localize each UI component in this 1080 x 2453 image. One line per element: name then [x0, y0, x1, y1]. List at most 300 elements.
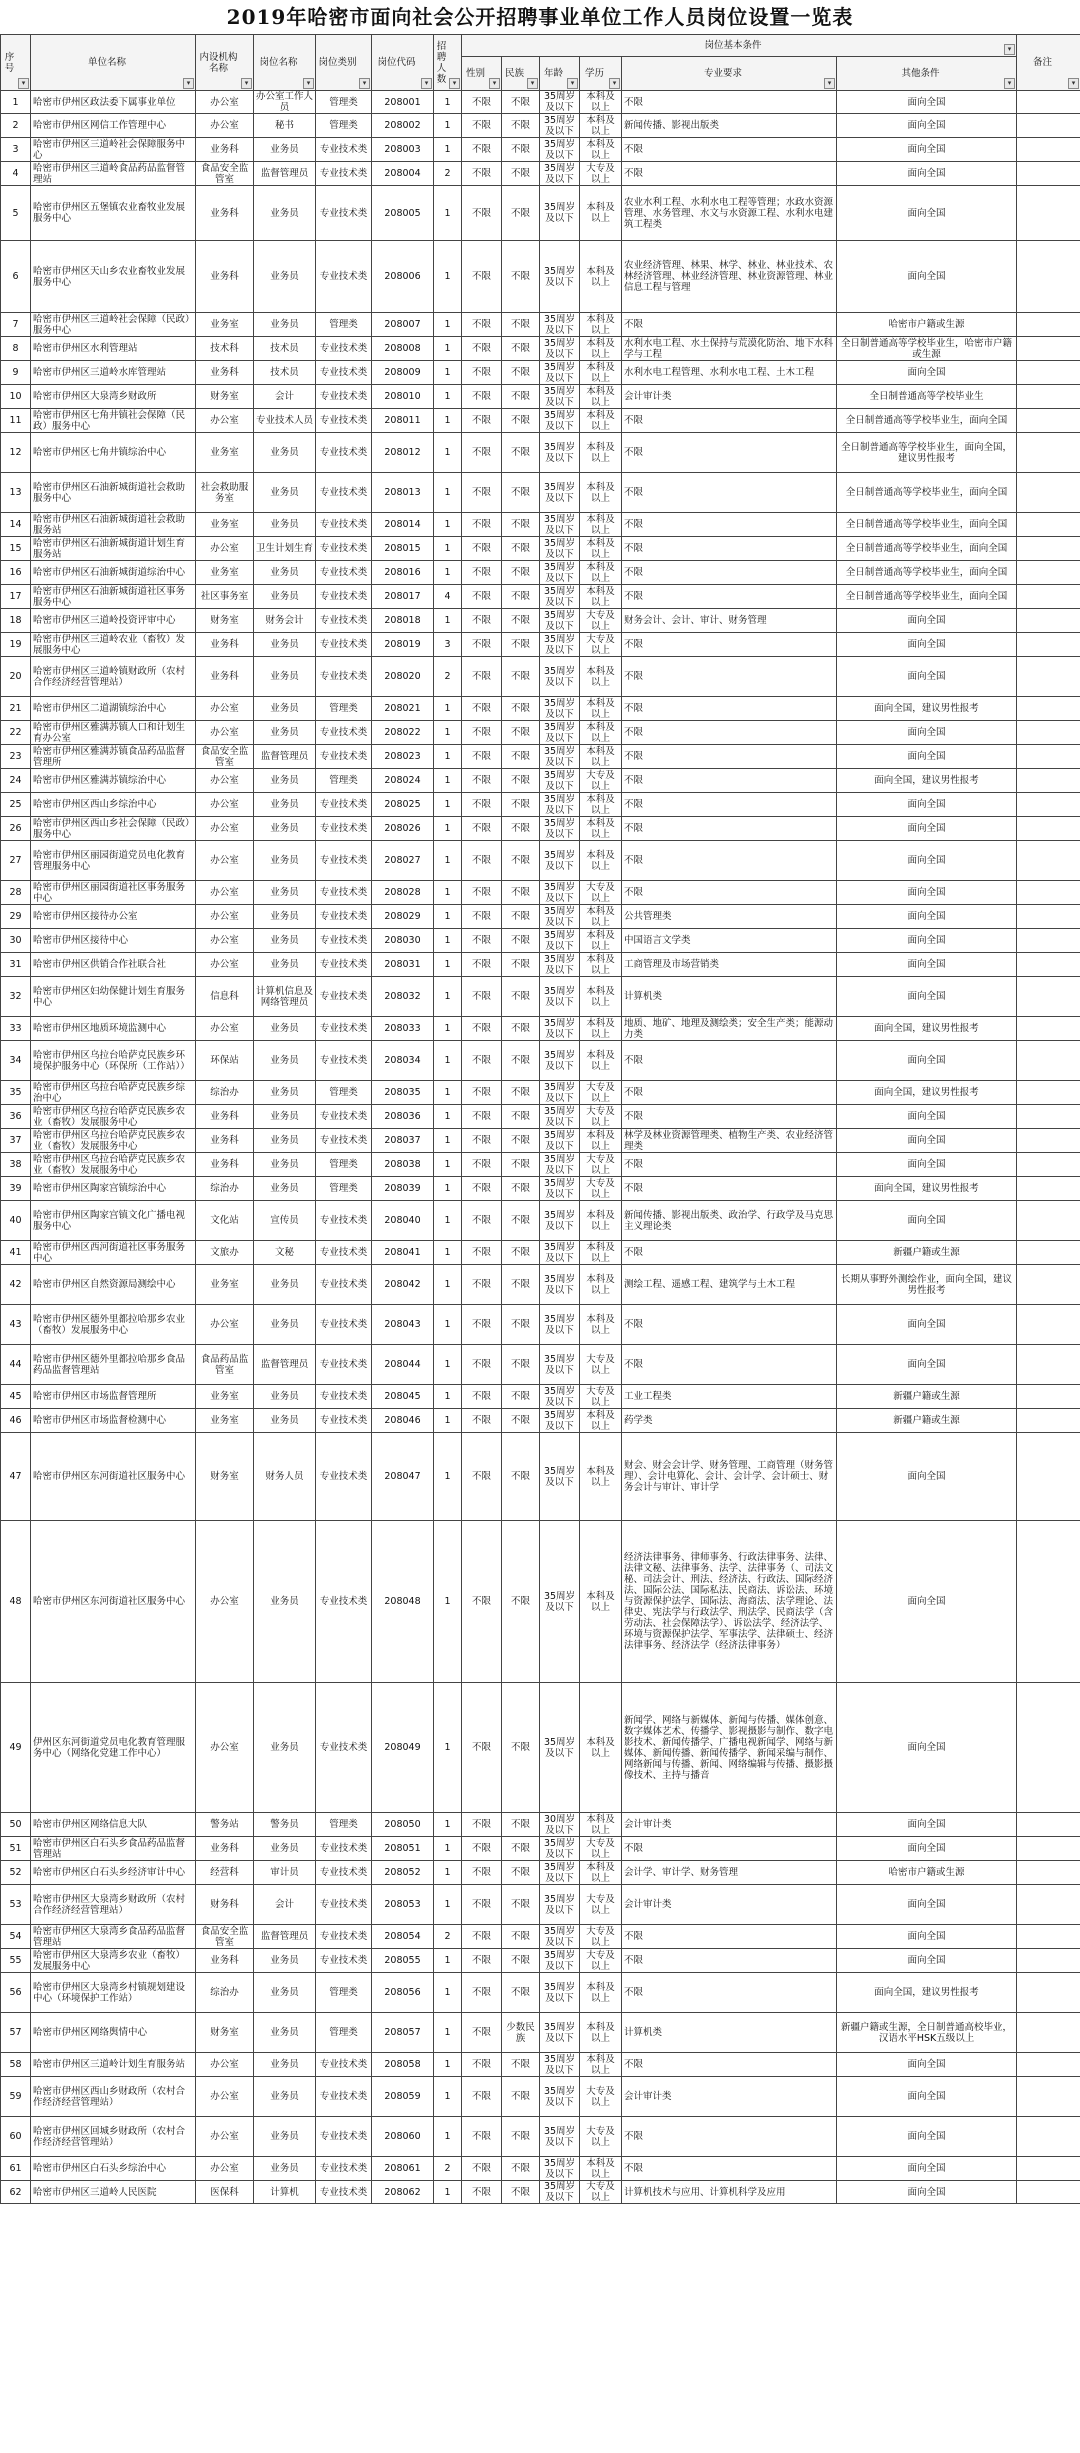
cell-remark — [1017, 793, 1080, 817]
cell-category: 管理类 — [316, 2013, 372, 2053]
cell-dept: 技术科 — [196, 337, 254, 361]
cell-unit: 哈密市伊州区地质环境监测中心 — [31, 1017, 196, 1041]
cell-post: 计算机信息及网络管理员 — [254, 977, 316, 1017]
cell-other: 面向全国 — [837, 1433, 1017, 1521]
cell-code: 208054 — [372, 1925, 434, 1949]
cell-seq: 13 — [1, 473, 31, 513]
cell-age: 35周岁及以下 — [540, 929, 580, 953]
cell-major: 经济法律事务、律师事务、行政法律事务、法律、法律文秘、法律事务、法学、法律事务（、司法文秘、司法会计、刑法、经济法、行政法、国际经济法、国际公法、国际私法、民商法、诉讼法、环境与资源保护法学、国际法、海商法、法学理论、法律史、宪法学与行政法学、刑法学、民商法学（含劳动法、社会保障法学）、诉讼法学、经济法学、环境与资源保护法学、军事法学、法律硕士、经济法律事务、经济法学（经济法律事务） — [622, 1521, 837, 1683]
cell-count: 1 — [434, 2013, 462, 2053]
cell-age: 35周岁及以下 — [540, 841, 580, 881]
cell-remark — [1017, 1305, 1080, 1345]
cell-category: 专业技术类 — [316, 905, 372, 929]
cell-count: 1 — [434, 473, 462, 513]
filter-dropdown-icon[interactable]: ▾ — [359, 78, 370, 89]
cell-edu: 大专及以上 — [580, 1345, 622, 1385]
cell-seq: 43 — [1, 1305, 31, 1345]
cell-edu: 本科及以上 — [580, 313, 622, 337]
cell-age: 35周岁及以下 — [540, 633, 580, 657]
cell-remark — [1017, 1129, 1080, 1153]
cell-count: 1 — [434, 1385, 462, 1409]
cell-code: 208049 — [372, 1683, 434, 1813]
cell-count: 1 — [434, 537, 462, 561]
cell-ethnic: 不限 — [502, 1177, 540, 1201]
cell-unit: 哈密市伊州区大泉湾乡财政所 — [31, 385, 196, 409]
cell-major: 不限 — [622, 1105, 837, 1129]
cell-ethnic: 不限 — [502, 1385, 540, 1409]
cell-sex: 不限 — [462, 1177, 502, 1201]
cell-unit: 哈密市伊州区陶家宫镇综治中心 — [31, 1177, 196, 1201]
cell-seq: 24 — [1, 769, 31, 793]
cell-seq: 51 — [1, 1837, 31, 1861]
cell-ethnic: 不限 — [502, 905, 540, 929]
cell-sex: 不限 — [462, 561, 502, 585]
cell-seq: 23 — [1, 745, 31, 769]
cell-seq: 39 — [1, 1177, 31, 1201]
cell-dept: 财务室 — [196, 609, 254, 633]
cell-code: 208010 — [372, 385, 434, 409]
cell-edu: 本科及以上 — [580, 1973, 622, 2013]
cell-count: 1 — [434, 1305, 462, 1345]
cell-age: 35周岁及以下 — [540, 1081, 580, 1105]
cell-post: 卫生计划生育 — [254, 537, 316, 561]
table-row — [1, 609, 1080, 633]
cell-category: 专业技术类 — [316, 609, 372, 633]
cell-remark — [1017, 1153, 1080, 1177]
cell-sex: 不限 — [462, 1305, 502, 1345]
cell-dept: 文化站 — [196, 1201, 254, 1241]
cell-count: 2 — [434, 2157, 462, 2181]
cell-seq: 36 — [1, 1105, 31, 1129]
cell-major: 不限 — [622, 1345, 837, 1385]
cell-dept: 社区事务室 — [196, 585, 254, 609]
filter-dropdown-icon[interactable]: ▾ — [183, 78, 194, 89]
cell-count: 4 — [434, 585, 462, 609]
cell-major: 不限 — [622, 2053, 837, 2077]
cell-other: 面向全国 — [837, 817, 1017, 841]
cell-edu: 本科及以上 — [580, 537, 622, 561]
cell-dept: 办公室 — [196, 881, 254, 905]
cell-age: 35周岁及以下 — [540, 1153, 580, 1177]
cell-post: 业务员 — [254, 953, 316, 977]
table-row — [1, 769, 1080, 793]
cell-seq: 19 — [1, 633, 31, 657]
cell-age: 30周岁及以下 — [540, 1813, 580, 1837]
cell-age: 35周岁及以下 — [540, 2117, 580, 2157]
cell-category: 管理类 — [316, 1973, 372, 2013]
cell-ethnic: 不限 — [502, 1345, 540, 1385]
filter-dropdown-icon[interactable]: ▾ — [303, 78, 314, 89]
cell-post: 业务员 — [254, 817, 316, 841]
cell-count: 1 — [434, 1973, 462, 2013]
cell-major: 不限 — [622, 1041, 837, 1081]
cell-post: 业务员 — [254, 1305, 316, 1345]
cell-remark — [1017, 1265, 1080, 1305]
cell-code: 208061 — [372, 2157, 434, 2181]
cell-code: 208008 — [372, 337, 434, 361]
cell-ethnic: 不限 — [502, 1837, 540, 1861]
cell-dept: 办公室 — [196, 721, 254, 745]
cell-count: 1 — [434, 1017, 462, 1041]
cell-ethnic: 少数民族 — [502, 2013, 540, 2053]
cell-age: 35周岁及以下 — [540, 162, 580, 186]
cell-age: 35周岁及以下 — [540, 537, 580, 561]
cell-edu: 本科及以上 — [580, 241, 622, 313]
cell-edu: 大专及以上 — [580, 1925, 622, 1949]
cell-sex: 不限 — [462, 138, 502, 162]
cell-count: 1 — [434, 114, 462, 138]
cell-ethnic: 不限 — [502, 561, 540, 585]
table-row — [1, 1129, 1080, 1153]
cell-post: 宣传员 — [254, 1201, 316, 1241]
cell-dept: 办公室 — [196, 91, 254, 114]
cell-seq: 45 — [1, 1385, 31, 1409]
cell-post: 业务员 — [254, 769, 316, 793]
cell-seq: 9 — [1, 361, 31, 385]
table-row — [1, 633, 1080, 657]
cell-unit: 哈密市伊州区接待办公室 — [31, 905, 196, 929]
cell-category: 专业技术类 — [316, 2077, 372, 2117]
cell-seq: 32 — [1, 977, 31, 1017]
cell-code: 208020 — [372, 657, 434, 697]
cell-count: 1 — [434, 745, 462, 769]
cell-other: 面向全国 — [837, 1837, 1017, 1861]
cell-other: 新疆户籍或生源，全日制普通高校毕业，汉语水平HSK五级以上 — [837, 2013, 1017, 2053]
table-row — [1, 1265, 1080, 1305]
filter-dropdown-icon[interactable]: ▾ — [824, 78, 835, 89]
cell-major: 不限 — [622, 409, 837, 433]
cell-dept: 办公室 — [196, 1683, 254, 1813]
cell-count: 1 — [434, 2077, 462, 2117]
cell-major: 不限 — [622, 2157, 837, 2181]
cell-age: 35周岁及以下 — [540, 2077, 580, 2117]
cell-category: 专业技术类 — [316, 929, 372, 953]
cell-major: 不限 — [622, 1241, 837, 1265]
cell-major: 不限 — [622, 633, 837, 657]
cell-remark — [1017, 1201, 1080, 1241]
cell-post: 秘书 — [254, 114, 316, 138]
cell-sex: 不限 — [462, 953, 502, 977]
cell-other: 全日制普通高等学校毕业生，面向全国 — [837, 409, 1017, 433]
cell-seq: 44 — [1, 1345, 31, 1385]
filter-dropdown-icon[interactable]: ▾ — [489, 78, 500, 89]
cell-edu: 大专及以上 — [580, 2117, 622, 2157]
cell-remark — [1017, 1521, 1080, 1683]
cell-category: 专业技术类 — [316, 1949, 372, 1973]
cell-post: 专业技术人员 — [254, 409, 316, 433]
cell-post: 业务员 — [254, 186, 316, 241]
filter-dropdown-icon[interactable]: ▾ — [567, 78, 578, 89]
cell-post: 业务员 — [254, 1683, 316, 1813]
cell-seq: 55 — [1, 1949, 31, 1973]
table-row — [1, 2077, 1080, 2117]
cell-code: 208053 — [372, 1885, 434, 1925]
table-header — [1, 35, 1080, 91]
cell-seq: 49 — [1, 1683, 31, 1813]
col-sex: 性别 ▾ — [462, 57, 502, 91]
table-row — [1, 1409, 1080, 1433]
cell-dept: 办公室 — [196, 1521, 254, 1683]
filter-dropdown-icon[interactable]: ▾ — [449, 78, 460, 89]
cell-edu: 大专及以上 — [580, 633, 622, 657]
cell-remark — [1017, 1241, 1080, 1265]
cell-other: 面向全国 — [837, 1305, 1017, 1345]
cell-dept: 综治办 — [196, 1973, 254, 2013]
filter-dropdown-icon[interactable]: ▾ — [18, 78, 29, 89]
cell-edu: 本科及以上 — [580, 2157, 622, 2181]
cell-edu: 大专及以上 — [580, 609, 622, 633]
cell-unit: 哈密市伊州区西山乡社会保障（民政）服务中心 — [31, 817, 196, 841]
cell-category: 专业技术类 — [316, 1409, 372, 1433]
cell-code: 208045 — [372, 1385, 434, 1409]
cell-ethnic: 不限 — [502, 633, 540, 657]
cell-unit: 哈密市伊州区回城乡财政所（农村合作经济经营管理站） — [31, 2117, 196, 2157]
cell-edu: 本科及以上 — [580, 841, 622, 881]
cell-age: 35周岁及以下 — [540, 409, 580, 433]
cell-sex: 不限 — [462, 633, 502, 657]
cell-code: 208002 — [372, 114, 434, 138]
cell-other: 面向全国，建议男性报考 — [837, 769, 1017, 793]
table-row — [1, 409, 1080, 433]
cell-post: 业务员 — [254, 1837, 316, 1861]
cell-category: 专业技术类 — [316, 793, 372, 817]
cell-sex: 不限 — [462, 793, 502, 817]
cell-age: 35周岁及以下 — [540, 953, 580, 977]
cell-major: 不限 — [622, 769, 837, 793]
cell-other: 面向全国 — [837, 1949, 1017, 1973]
cell-sex: 不限 — [462, 1081, 502, 1105]
cell-edu: 本科及以上 — [580, 585, 622, 609]
cell-sex: 不限 — [462, 585, 502, 609]
cell-age: 35周岁及以下 — [540, 1925, 580, 1949]
cell-seq: 42 — [1, 1265, 31, 1305]
filter-dropdown-icon[interactable]: ▾ — [1004, 44, 1015, 55]
cell-dept: 医保科 — [196, 2181, 254, 2204]
cell-seq: 52 — [1, 1861, 31, 1885]
filter-dropdown-icon[interactable]: ▾ — [421, 78, 432, 89]
cell-sex: 不限 — [462, 114, 502, 138]
cell-count: 1 — [434, 721, 462, 745]
cell-remark — [1017, 1409, 1080, 1433]
cell-remark — [1017, 929, 1080, 953]
cell-major: 测绘工程、遥感工程、建筑学与土木工程 — [622, 1265, 837, 1305]
cell-major: 不限 — [622, 585, 837, 609]
cell-edu: 本科及以上 — [580, 1041, 622, 1081]
cell-remark — [1017, 881, 1080, 905]
cell-code: 208012 — [372, 433, 434, 473]
cell-other: 面向全国 — [837, 929, 1017, 953]
cell-count: 1 — [434, 409, 462, 433]
cell-age: 35周岁及以下 — [540, 1265, 580, 1305]
cell-age: 35周岁及以下 — [540, 1385, 580, 1409]
cell-count: 1 — [434, 1885, 462, 1925]
cell-ethnic: 不限 — [502, 2157, 540, 2181]
table-row — [1, 953, 1080, 977]
cell-major: 不限 — [622, 162, 837, 186]
filter-dropdown-icon[interactable]: ▾ — [1004, 78, 1015, 89]
cell-dept: 食品安全监管室 — [196, 1925, 254, 1949]
cell-seq: 15 — [1, 537, 31, 561]
cell-code: 208006 — [372, 241, 434, 313]
cell-dept: 环保站 — [196, 1041, 254, 1081]
cell-edu: 大专及以上 — [580, 1105, 622, 1129]
cell-category: 专业技术类 — [316, 1305, 372, 1345]
cell-sex: 不限 — [462, 473, 502, 513]
filter-dropdown-icon[interactable]: ▾ — [527, 78, 538, 89]
cell-edu: 本科及以上 — [580, 1305, 622, 1345]
cell-code: 208037 — [372, 1129, 434, 1153]
cell-post: 业务员 — [254, 633, 316, 657]
cell-remark — [1017, 609, 1080, 633]
cell-other: 面向全国 — [837, 841, 1017, 881]
cell-category: 专业技术类 — [316, 241, 372, 313]
cell-dept: 食品药品监管室 — [196, 1345, 254, 1385]
cell-major: 不限 — [622, 881, 837, 905]
cell-ethnic: 不限 — [502, 1201, 540, 1241]
cell-count: 1 — [434, 385, 462, 409]
filter-dropdown-icon[interactable]: ▾ — [1068, 78, 1079, 89]
filter-dropdown-icon[interactable]: ▾ — [241, 78, 252, 89]
cell-post: 计算机 — [254, 2181, 316, 2204]
cell-major: 不限 — [622, 745, 837, 769]
cell-sex: 不限 — [462, 1129, 502, 1153]
cell-count: 1 — [434, 1861, 462, 1885]
cell-edu: 本科及以上 — [580, 697, 622, 721]
cell-sex: 不限 — [462, 1041, 502, 1081]
filter-dropdown-icon[interactable]: ▾ — [609, 78, 620, 89]
cell-sex: 不限 — [462, 1241, 502, 1265]
cell-sex: 不限 — [462, 1385, 502, 1409]
col-basic-conditions: 岗位基本条件 ▾ — [462, 35, 1017, 57]
col-unit: 单位名称 ▾ — [31, 35, 196, 91]
cell-category: 专业技术类 — [316, 745, 372, 769]
cell-dept: 经营科 — [196, 1861, 254, 1885]
cell-remark — [1017, 1813, 1080, 1837]
cell-category: 专业技术类 — [316, 585, 372, 609]
cell-remark — [1017, 409, 1080, 433]
cell-edu: 本科及以上 — [580, 2013, 622, 2053]
cell-category: 专业技术类 — [316, 1385, 372, 1409]
cell-unit: 哈密市伊州区德外里都拉哈那乡食品药品监督管理站 — [31, 1345, 196, 1385]
table-row — [1, 721, 1080, 745]
cell-dept: 办公室 — [196, 114, 254, 138]
cell-edu: 本科及以上 — [580, 433, 622, 473]
cell-ethnic: 不限 — [502, 1409, 540, 1433]
cell-major: 会计审计类 — [622, 2077, 837, 2117]
cell-category: 管理类 — [316, 769, 372, 793]
cell-code: 208031 — [372, 953, 434, 977]
cell-dept: 办公室 — [196, 1017, 254, 1041]
cell-code: 208029 — [372, 905, 434, 929]
cell-remark — [1017, 1861, 1080, 1885]
cell-post: 业务员 — [254, 1177, 316, 1201]
cell-post: 业务员 — [254, 929, 316, 953]
cell-ethnic: 不限 — [502, 929, 540, 953]
cell-other: 面向全国 — [837, 2117, 1017, 2157]
table-row — [1, 817, 1080, 841]
cell-dept: 业务科 — [196, 657, 254, 697]
cell-sex: 不限 — [462, 241, 502, 313]
cell-unit: 哈密市伊州区五堡镇农业畜牧业发展服务中心 — [31, 186, 196, 241]
cell-unit: 哈密市伊州区七角井镇综治中心 — [31, 433, 196, 473]
cell-seq: 26 — [1, 817, 31, 841]
cell-remark — [1017, 697, 1080, 721]
cell-major: 不限 — [622, 313, 837, 337]
table-row — [1, 473, 1080, 513]
cell-unit: 哈密市伊州区德外里都拉哈那乡农业（畜牧）发展服务中心 — [31, 1305, 196, 1345]
cell-ethnic: 不限 — [502, 881, 540, 905]
cell-unit: 哈密市伊州区市场监督检测中心 — [31, 1409, 196, 1433]
cell-remark — [1017, 745, 1080, 769]
cell-ethnic: 不限 — [502, 1153, 540, 1177]
cell-edu: 本科及以上 — [580, 1433, 622, 1521]
cell-age: 35周岁及以下 — [540, 313, 580, 337]
cell-major: 计算机类 — [622, 977, 837, 1017]
cell-major: 地质、地矿、地理及测绘类；安全生产类；能源动力类 — [622, 1017, 837, 1041]
cell-major: 计算机类 — [622, 2013, 837, 2053]
cell-post: 监督管理员 — [254, 162, 316, 186]
cell-seq: 20 — [1, 657, 31, 697]
cell-category: 管理类 — [316, 114, 372, 138]
cell-code: 208041 — [372, 1241, 434, 1265]
table-row — [1, 585, 1080, 609]
cell-count: 1 — [434, 1105, 462, 1129]
table-row — [1, 561, 1080, 585]
cell-seq: 27 — [1, 841, 31, 881]
cell-edu: 本科及以上 — [580, 337, 622, 361]
cell-count: 1 — [434, 1129, 462, 1153]
cell-other: 面向全国 — [837, 361, 1017, 385]
cell-count: 1 — [434, 881, 462, 905]
cell-ethnic: 不限 — [502, 241, 540, 313]
cell-category: 专业技术类 — [316, 1017, 372, 1041]
cell-remark — [1017, 1837, 1080, 1861]
cell-major: 会计审计类 — [622, 1885, 837, 1925]
cell-remark — [1017, 657, 1080, 697]
col-dept: 内设机构名称 ▾ — [196, 35, 254, 91]
cell-other: 全日制普通高等学校毕业生，面向全国，建议男性报考 — [837, 433, 1017, 473]
table-row — [1, 2117, 1080, 2157]
cell-edu: 本科及以上 — [580, 793, 622, 817]
cell-edu: 本科及以上 — [580, 114, 622, 138]
cell-unit: 哈密市伊州区石油新城街道社会救助服务中心 — [31, 473, 196, 513]
cell-code: 208059 — [372, 2077, 434, 2117]
cell-post: 业务员 — [254, 697, 316, 721]
cell-post: 业务员 — [254, 2117, 316, 2157]
cell-age: 35周岁及以下 — [540, 905, 580, 929]
cell-unit: 哈密市伊州区陶家宫镇文化广播电视服务中心 — [31, 1201, 196, 1241]
cell-post: 业务员 — [254, 1153, 316, 1177]
cell-seq: 14 — [1, 513, 31, 537]
cell-sex: 不限 — [462, 2157, 502, 2181]
cell-post: 监督管理员 — [254, 745, 316, 769]
cell-unit: 哈密市伊州区网信工作管理中心 — [31, 114, 196, 138]
cell-edu: 大专及以上 — [580, 2077, 622, 2117]
cell-remark — [1017, 433, 1080, 473]
cell-age: 35周岁及以下 — [540, 881, 580, 905]
cell-post: 监督管理员 — [254, 1925, 316, 1949]
cell-age: 35周岁及以下 — [540, 721, 580, 745]
cell-seq: 48 — [1, 1521, 31, 1683]
cell-count: 1 — [434, 433, 462, 473]
cell-age: 35周岁及以下 — [540, 385, 580, 409]
cell-other: 面向全国 — [837, 2157, 1017, 2181]
cell-dept: 业务室 — [196, 1265, 254, 1305]
cell-sex: 不限 — [462, 745, 502, 769]
cell-other: 面向全国 — [837, 241, 1017, 313]
cell-major: 不限 — [622, 657, 837, 697]
cell-dept: 业务科 — [196, 1949, 254, 1973]
